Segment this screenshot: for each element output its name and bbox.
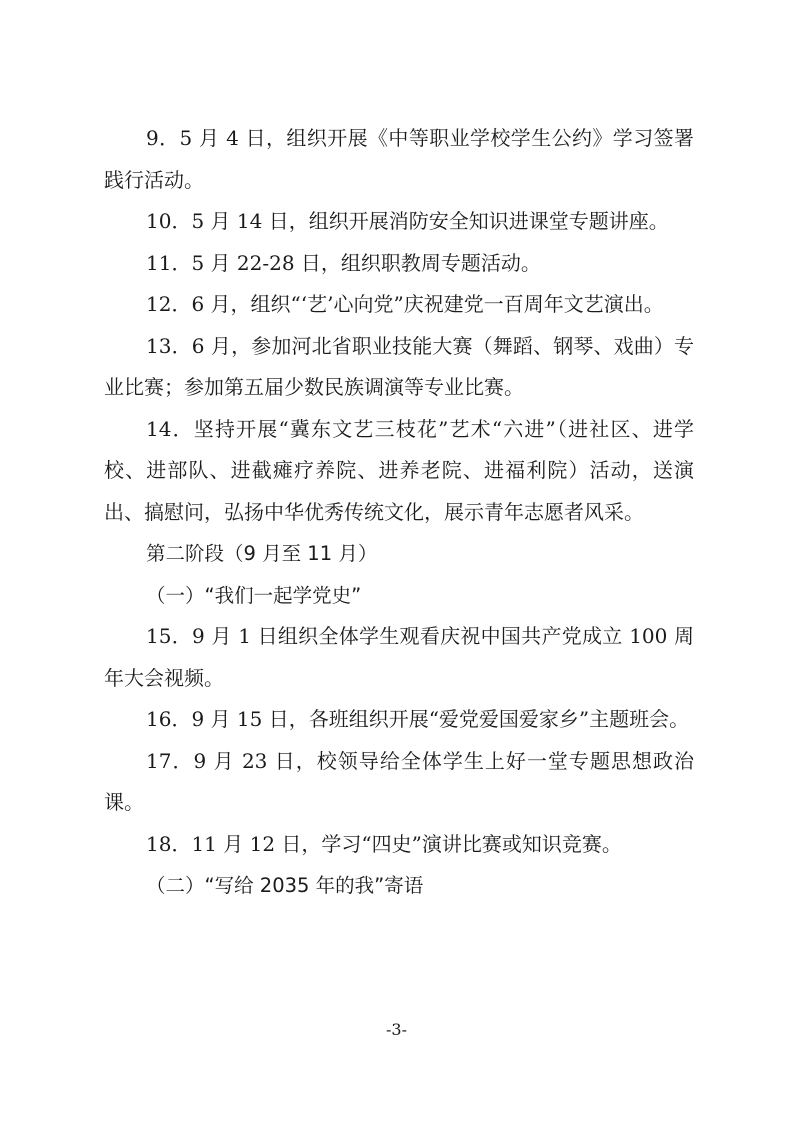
- paragraph-item-15: 15．9 月 1 日组织全体学生观看庆祝中国共产党成立 100 周年大会视频。: [104, 624, 694, 690]
- paragraph-item-17: 17．9 月 23 日，校领导给全体学生上好一堂专题思想政治课。: [104, 748, 694, 814]
- paragraph-item-10: 10．5 月 14 日，组织开展消防安全知识进课堂专题讲座。: [146, 209, 669, 233]
- paragraph-item-16: 16．9 月 15 日，各班组织开展“爱党爱国爱家乡”主题班会。: [146, 707, 690, 731]
- stage-heading: 第二阶段（9 月至 11 月）: [146, 542, 378, 565]
- paragraph-item-12: 12．6 月，组织“‘艺’心向党”庆祝建党一百周年文艺演出。: [146, 292, 664, 316]
- paragraph-item-13: 13．6 月，参加河北省职业技能大赛（舞蹈、钢琴、戏曲）专业比赛；参加第五届少数民族调演等专业比赛。: [104, 333, 694, 399]
- paragraph-item-9: 9．5 月 4 日，组织开展《中等职业学校学生公约》学习签署践行活动。: [104, 126, 694, 192]
- paragraph-item-11: 11．5 月 22-28 日，组织职教周专题活动。: [146, 250, 541, 275]
- section-heading-2: （二）“写给 2035 年的我”寄语: [146, 874, 424, 897]
- paragraph-item-14: 14．坚持开展“冀东文艺三枝花”艺术“六进”（进社区、进学校、进部队、进截瘫疗养院、进养老院、进福利院）活动，送演出、搞慰问，弘扬中华优秀传统文化，展示青年志愿者风采。: [104, 416, 694, 524]
- section-heading-1: （一）“我们一起学党史”: [146, 583, 362, 607]
- paragraph-item-18: 18．11 月 12 日，学习“四史”演讲比赛或知识竞赛。: [146, 831, 622, 856]
- document-body: [104, 118, 694, 907]
- page-number: -3-: [386, 1020, 407, 1039]
